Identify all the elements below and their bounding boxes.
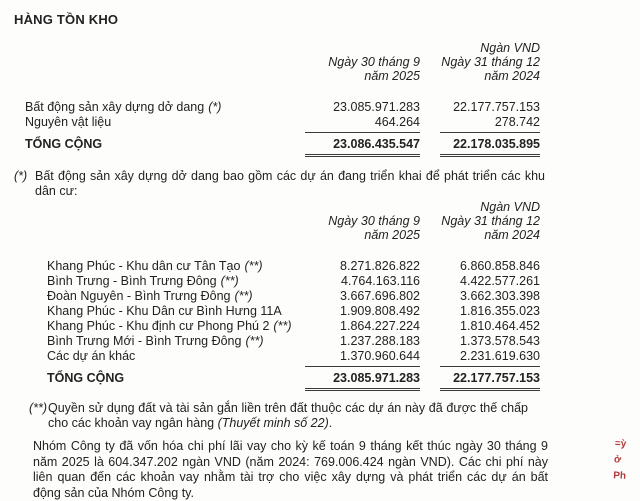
value-sep-2025: 1.909.808.492 bbox=[340, 304, 420, 318]
currency-unit-label: Ngàn VND bbox=[480, 41, 540, 55]
footnote-text: Bất động sản xây dựng dở dang bao gồm các dự án đang triển khai để phát triển các khu dân cư: bbox=[35, 169, 545, 198]
row-label: Bình Trưng Mới - Bình Trưng Đông (**) bbox=[47, 334, 264, 348]
summary-table bbox=[14, 41, 540, 157]
table-row bbox=[14, 115, 540, 133]
footnote-marker: (**) bbox=[273, 319, 292, 333]
table-row bbox=[14, 304, 540, 319]
margin-annotation bbox=[613, 436, 640, 486]
value-sep-2025: 8.271.826.822 bbox=[340, 259, 420, 273]
total-sep-2025: 23.086.435.547 bbox=[305, 136, 420, 157]
value-dec-2024: 2.231.619.630 bbox=[440, 349, 540, 367]
value-dec-2024: 1.816.355.023 bbox=[460, 304, 540, 318]
value-sep-2025: 464.264 bbox=[305, 115, 420, 133]
row-label: Khang Phúc - Khu Dân cư Bình Hưng 11A bbox=[47, 304, 282, 318]
projects-table bbox=[14, 200, 540, 391]
summary-table-header bbox=[14, 55, 540, 83]
footnote-text: Quyền sử dụng đất và tài sản gắn liền trên đất thuộc các dự án này đã được thế chấp cho các khoản vay ngân hàng (Thuyết minh số 22). bbox=[48, 401, 528, 430]
footnote-marker: (*) bbox=[208, 100, 222, 114]
projects-table-header bbox=[14, 214, 540, 242]
footnote-marker: (**) bbox=[220, 274, 239, 288]
value-dec-2024: 3.662.303.398 bbox=[460, 289, 540, 303]
total-sep-2025: 23.085.971.283 bbox=[305, 370, 420, 391]
table-row bbox=[14, 349, 540, 367]
footnote-marker: (**) bbox=[245, 334, 264, 348]
value-sep-2025: 1.237.288.183 bbox=[340, 334, 420, 348]
table-row bbox=[14, 100, 540, 115]
footnote-asterisk bbox=[14, 169, 640, 199]
value-sep-2025: 23.085.971.283 bbox=[333, 100, 420, 114]
value-dec-2024: 6.860.858.846 bbox=[460, 259, 540, 273]
column-header-sep-2025: Ngày 30 tháng 9 năm 2025 bbox=[328, 55, 420, 83]
row-label: Khang Phúc - Khu định cư Phong Phú 2 (**) bbox=[47, 319, 292, 333]
total-row bbox=[14, 136, 540, 157]
handwritten-mark: ở bbox=[613, 454, 622, 466]
value-dec-2024: 278.742 bbox=[440, 115, 540, 133]
column-header-sep-2025: Ngày 30 tháng 9 năm 2025 bbox=[328, 214, 420, 242]
row-label: Nguyên vật liệu bbox=[25, 115, 112, 129]
total-label: TỔNG CỘNG bbox=[47, 371, 125, 385]
row-label: Các dự án khác bbox=[47, 349, 136, 363]
currency-unit-row bbox=[14, 41, 540, 55]
table-row bbox=[14, 289, 540, 304]
total-dec-2024: 22.177.757.153 bbox=[440, 370, 540, 391]
footnote-marker: (*) bbox=[14, 169, 28, 183]
value-sep-2025: 3.667.696.802 bbox=[340, 289, 420, 303]
value-dec-2024: 4.422.577.261 bbox=[460, 274, 540, 288]
capitalized-interest-paragraph: Nhóm Công ty đã vốn hóa chi phí lãi vay cho kỳ kế toán 9 tháng kết thúc ngày 30 tháng 9 năm 2025 là 604.347.202 ngàn VND (năm 2024: 769.006.424 ngàn VND). Các chi phí này liên quan đến các khoản vay nhằm tài trợ cho việc xây dựng và phát triển các dự án bất động sản của Nhóm Công ty. bbox=[33, 439, 548, 500]
value-dec-2024: 1.810.464.452 bbox=[460, 319, 540, 333]
value-sep-2025: 1.864.227.224 bbox=[340, 319, 420, 333]
footnote-marker: (**) bbox=[244, 259, 263, 273]
row-label: Khang Phúc - Khu dân cư Tân Tạo (**) bbox=[47, 259, 263, 273]
currency-unit-row bbox=[14, 200, 540, 214]
value-dec-2024: 22.177.757.153 bbox=[453, 100, 540, 114]
value-dec-2024: 1.373.578.543 bbox=[460, 334, 540, 348]
note-reference: (Thuyết minh số 22) bbox=[217, 416, 329, 430]
footnote-marker: (**) bbox=[234, 289, 253, 303]
footnote-marker: (**) bbox=[29, 401, 48, 415]
handwritten-mark: =ỳ bbox=[614, 438, 627, 450]
column-header-dec-2024: Ngày 31 tháng 12 năm 2024 bbox=[441, 55, 540, 83]
currency-unit-label: Ngàn VND bbox=[480, 200, 540, 214]
section-title: HÀNG TỒN KHO bbox=[14, 12, 119, 27]
footnote-double-asterisk bbox=[29, 401, 640, 431]
row-label: Đoàn Nguyên - Bình Trưng Đông (**) bbox=[47, 289, 253, 303]
handwritten-mark: Ph bbox=[612, 470, 627, 482]
table-row bbox=[14, 259, 540, 274]
row-label: Bất động sản xây dựng dở dang (*) bbox=[25, 100, 222, 114]
value-sep-2025: 4.764.163.116 bbox=[340, 274, 420, 288]
row-label: Bình Trưng - Bình Trưng Đông (**) bbox=[47, 274, 239, 288]
value-sep-2025: 1.370.960.644 bbox=[305, 349, 420, 367]
total-row bbox=[14, 370, 540, 391]
total-label: TỔNG CỘNG bbox=[25, 137, 103, 151]
table-row bbox=[14, 274, 540, 289]
total-dec-2024: 22.178.035.895 bbox=[440, 136, 540, 157]
table-row bbox=[14, 319, 540, 334]
column-header-dec-2024: Ngày 31 tháng 12 năm 2024 bbox=[441, 214, 540, 242]
table-row bbox=[14, 334, 540, 349]
